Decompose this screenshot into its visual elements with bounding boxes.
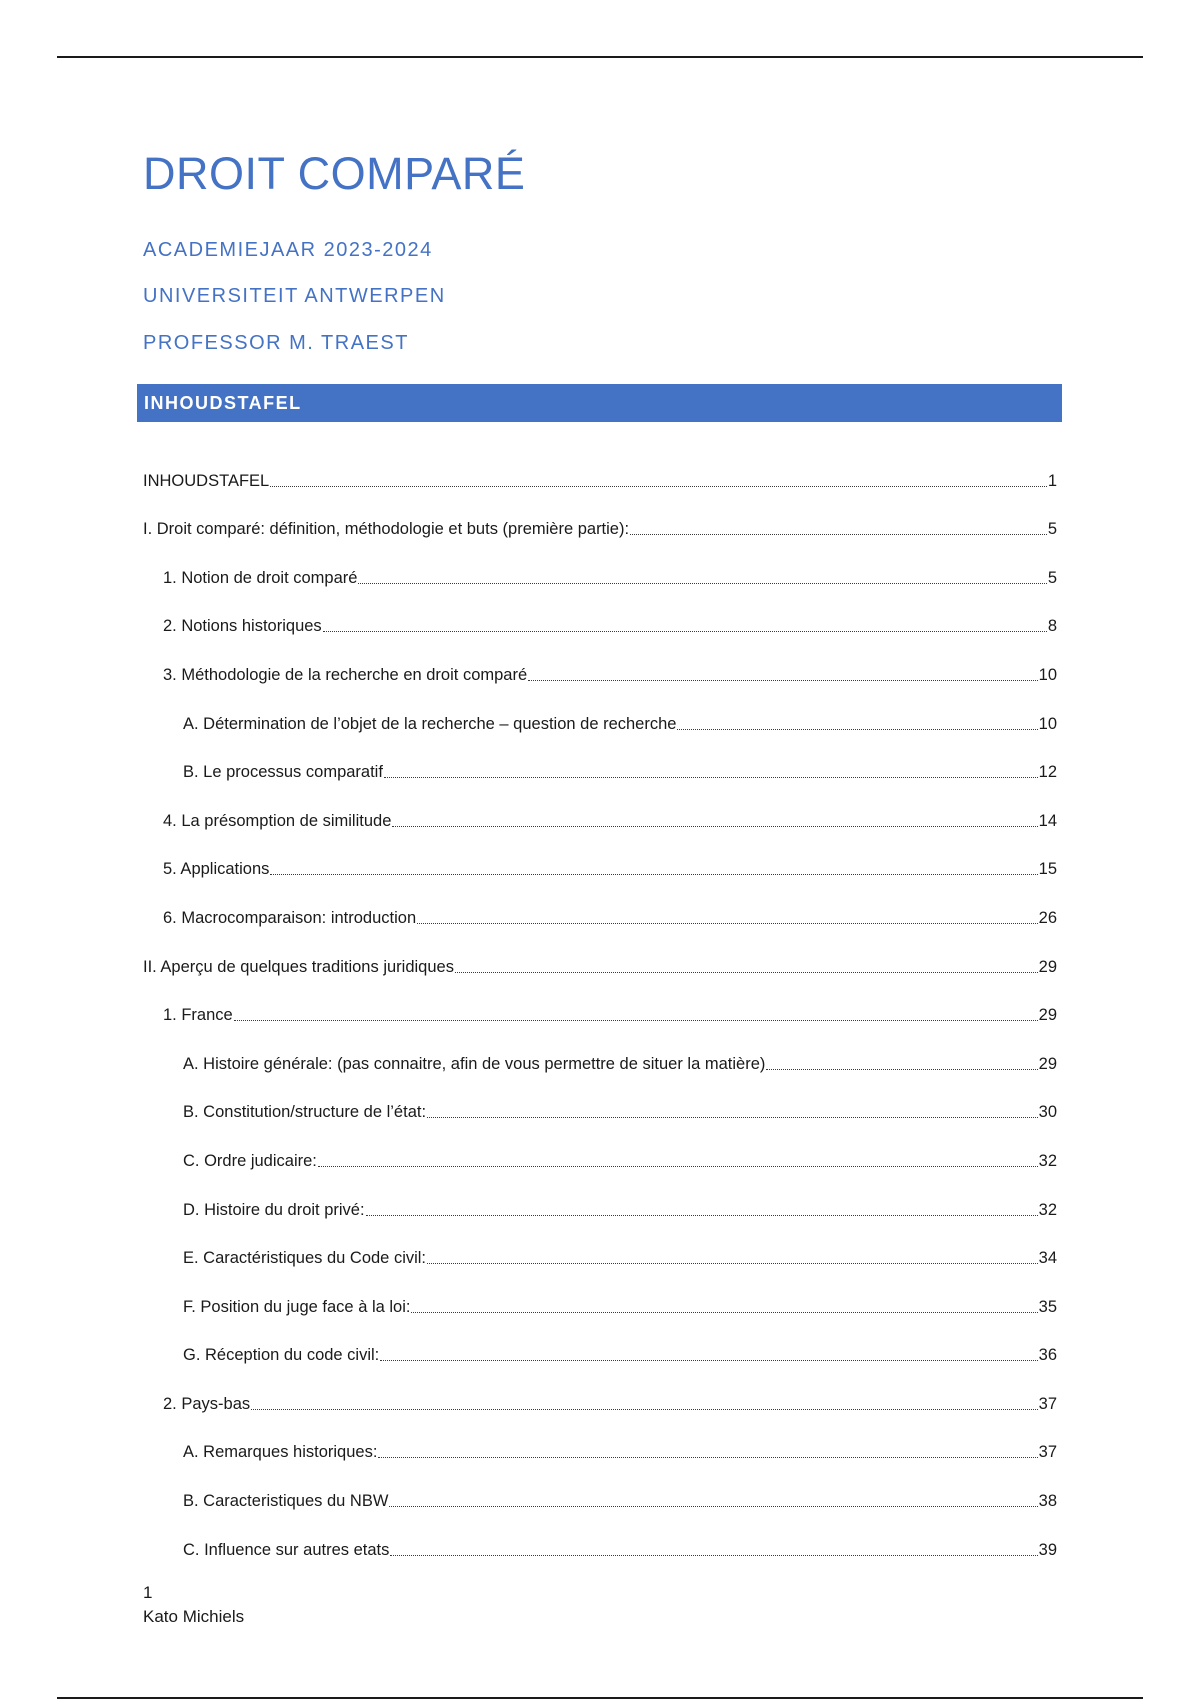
toc-entry[interactable] bbox=[143, 685, 1057, 734]
toc-entry-page: 36 bbox=[1038, 1346, 1057, 1365]
toc-leader bbox=[427, 1263, 1038, 1264]
toc-entry[interactable] bbox=[143, 879, 1057, 928]
toc-leader bbox=[318, 1166, 1038, 1167]
toc-entry-label: B. Constitution/structure de l’état: bbox=[183, 1103, 427, 1122]
toc-leader bbox=[378, 1457, 1037, 1458]
toc-entry-page: 29 bbox=[1038, 1006, 1057, 1025]
toc-leader bbox=[427, 1117, 1038, 1118]
toc-entry[interactable] bbox=[143, 1025, 1057, 1074]
toc-entry-label: B. Caracteristiques du NBW bbox=[183, 1492, 389, 1511]
toc-entry-page: 12 bbox=[1038, 763, 1057, 782]
toc-entry-label: G. Réception du code civil: bbox=[183, 1346, 380, 1365]
toc-entry-label: 1. France bbox=[163, 1006, 233, 1025]
toc-leader bbox=[323, 631, 1047, 632]
toc-entry-label: A. Remarques historiques: bbox=[183, 1443, 378, 1462]
toc-entry[interactable] bbox=[143, 928, 1057, 977]
toc-entry[interactable] bbox=[143, 1220, 1057, 1269]
toc-leader bbox=[411, 1312, 1037, 1313]
toc-entry[interactable] bbox=[143, 539, 1057, 588]
toc-entry-page: 14 bbox=[1038, 811, 1057, 830]
header-rule bbox=[57, 56, 1143, 58]
toc-entry[interactable] bbox=[143, 1074, 1057, 1123]
toc-entry-page: 1 bbox=[1047, 471, 1057, 490]
toc-entry-page: 30 bbox=[1038, 1103, 1057, 1122]
toc-leader bbox=[234, 1020, 1038, 1021]
author-name: Kato Michiels bbox=[143, 1607, 245, 1626]
toc-entry-page: 8 bbox=[1047, 617, 1057, 636]
toc-entry-label: A. Histoire générale: (pas connaitre, afin de vous permettre de situer la matière) bbox=[183, 1054, 766, 1073]
toc-entry-page: 29 bbox=[1038, 1054, 1057, 1073]
toc-leader bbox=[392, 826, 1037, 827]
footer-rule bbox=[57, 1697, 1143, 1699]
toc-entry-page: 32 bbox=[1038, 1200, 1057, 1219]
table-of-contents bbox=[143, 442, 1057, 1560]
toc-entry-page: 37 bbox=[1038, 1443, 1057, 1462]
toc-entry-label: D. Histoire du droit privé: bbox=[183, 1200, 365, 1219]
toc-entry[interactable] bbox=[143, 831, 1057, 880]
toc-entry-page: 39 bbox=[1038, 1540, 1057, 1559]
toc-entry-label: B. Le processus comparatif bbox=[183, 763, 383, 782]
toc-entry-label: C. Ordre judicaire: bbox=[183, 1151, 317, 1170]
toc-entry-page: 15 bbox=[1038, 860, 1057, 879]
toc-leader bbox=[366, 1215, 1038, 1216]
toc-entry-page: 26 bbox=[1038, 908, 1057, 927]
toc-entry-page: 37 bbox=[1038, 1394, 1057, 1413]
toc-entry[interactable] bbox=[143, 1317, 1057, 1366]
toc-entry-page: 5 bbox=[1047, 568, 1057, 587]
toc-entry-label: 6. Macrocomparaison: introduction bbox=[163, 908, 417, 927]
toc-leader bbox=[270, 874, 1037, 875]
toc-entry-label: II. Aperçu de quelques traditions juridiques bbox=[143, 957, 454, 976]
toc-heading: INHOUDSTAFEL bbox=[137, 384, 1062, 422]
toc-leader bbox=[380, 1360, 1037, 1361]
toc-leader bbox=[270, 486, 1047, 487]
toc-entry[interactable] bbox=[143, 977, 1057, 1026]
page-number: 1 bbox=[143, 1583, 153, 1602]
toc-entry-label: E. Caractéristiques du Code civil: bbox=[183, 1249, 427, 1268]
toc-entry-label: INHOUDSTAFEL bbox=[143, 471, 270, 490]
toc-entry-page: 32 bbox=[1038, 1151, 1057, 1170]
toc-entry-page: 35 bbox=[1038, 1297, 1057, 1316]
toc-entry[interactable] bbox=[143, 1365, 1057, 1414]
toc-leader bbox=[677, 729, 1037, 730]
subtitle-professor: PROFESSOR M. TRAEST bbox=[143, 332, 409, 354]
toc-entry-label: C. Influence sur autres etats bbox=[183, 1540, 390, 1559]
toc-entry[interactable] bbox=[143, 1171, 1057, 1220]
toc-leader bbox=[417, 923, 1038, 924]
document-title: DROIT COMPARÉ bbox=[143, 148, 526, 199]
toc-entry-label: 1. Notion de droit comparé bbox=[163, 568, 358, 587]
toc-entry-label: 4. La présomption de similitude bbox=[163, 811, 392, 830]
toc-entry-page: 10 bbox=[1038, 714, 1057, 733]
toc-entry-page: 5 bbox=[1047, 520, 1057, 539]
toc-leader bbox=[384, 777, 1038, 778]
toc-entry-label: 5. Applications bbox=[163, 860, 270, 879]
toc-leader bbox=[630, 534, 1047, 535]
toc-leader bbox=[389, 1506, 1037, 1507]
toc-entry[interactable] bbox=[143, 1268, 1057, 1317]
toc-entry-page: 38 bbox=[1038, 1492, 1057, 1511]
toc-entry[interactable] bbox=[143, 1414, 1057, 1463]
toc-entry[interactable] bbox=[143, 1462, 1057, 1511]
toc-entry-label: I. Droit comparé: définition, méthodologie et buts (première partie): bbox=[143, 520, 630, 539]
toc-entry-label: F. Position du juge face à la loi: bbox=[183, 1297, 411, 1316]
toc-entry-label: 3. Méthodologie de la recherche en droit comparé bbox=[163, 665, 528, 684]
toc-entry[interactable] bbox=[143, 588, 1057, 637]
toc-entry[interactable] bbox=[143, 1511, 1057, 1560]
toc-leader bbox=[528, 680, 1038, 681]
toc-leader bbox=[358, 583, 1046, 584]
toc-leader bbox=[766, 1069, 1037, 1070]
toc-entry-label: A. Détermination de l’objet de la recherche – question de recherche bbox=[183, 714, 677, 733]
page-footer bbox=[143, 1581, 244, 1629]
toc-entry-page: 10 bbox=[1038, 665, 1057, 684]
subtitle-university: UNIVERSITEIT ANTWERPEN bbox=[143, 285, 446, 307]
subtitle-academic-year: ACADEMIEJAAR 2023-2024 bbox=[143, 239, 433, 261]
toc-entry-label: 2. Pays-bas bbox=[163, 1394, 251, 1413]
toc-leader bbox=[390, 1555, 1037, 1556]
toc-entry[interactable] bbox=[143, 782, 1057, 831]
toc-leader bbox=[251, 1409, 1038, 1410]
toc-entry[interactable] bbox=[143, 1122, 1057, 1171]
toc-leader bbox=[455, 972, 1038, 973]
toc-entry-page: 34 bbox=[1038, 1249, 1057, 1268]
toc-entry-label: 2. Notions historiques bbox=[163, 617, 322, 636]
toc-entry[interactable] bbox=[143, 491, 1057, 540]
toc-entry-page: 29 bbox=[1038, 957, 1057, 976]
toc-entry[interactable] bbox=[143, 734, 1057, 783]
toc-entry[interactable] bbox=[143, 442, 1057, 491]
toc-entry[interactable] bbox=[143, 636, 1057, 685]
